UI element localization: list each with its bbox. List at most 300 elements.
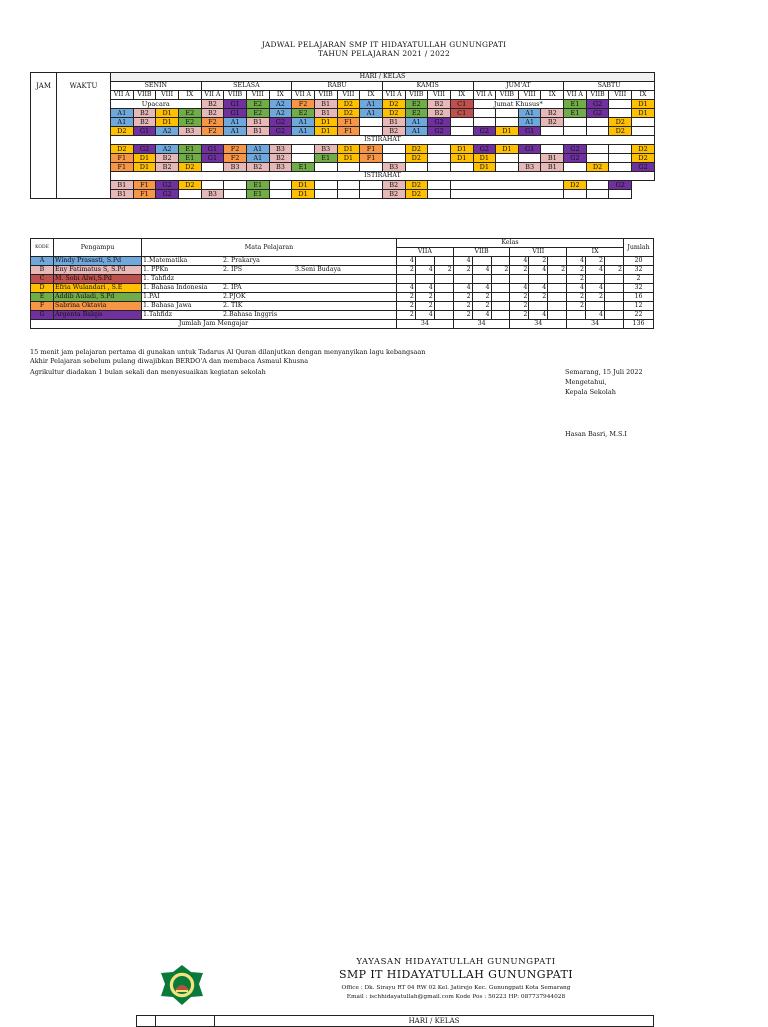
hours-cell — [604, 257, 623, 266]
schedule-cell: G2 — [632, 163, 655, 172]
hours-cell: 2 — [397, 302, 416, 311]
hours-cell — [434, 311, 453, 320]
hours-cell — [604, 302, 623, 311]
schedule-cell: B1 — [314, 109, 337, 118]
legend-kode-header: KODE — [31, 239, 54, 257]
schedule-cell: E2 — [178, 118, 201, 127]
schedule-cell: A1 — [518, 109, 541, 118]
schedule-cell — [201, 163, 224, 172]
schedule-cell: Upacara — [111, 100, 202, 109]
schedule-cell: E2 — [405, 109, 428, 118]
subject-2: 2. IPA — [223, 284, 242, 291]
hours-cell — [491, 293, 510, 302]
schedule-cell — [609, 109, 632, 118]
schedule-cell: C1 — [450, 109, 473, 118]
hours-cell: 2 — [586, 293, 605, 302]
schedule-cell: G2 — [609, 181, 632, 190]
hours-cell: 4 — [472, 266, 491, 275]
schedule-cell: A2 — [269, 109, 292, 118]
subject-2: 2. IPS — [223, 266, 243, 273]
schedule-cell — [405, 163, 428, 172]
teacher-code: A — [31, 257, 54, 266]
hours-cell: 4 — [415, 284, 434, 293]
schedule-cell — [450, 181, 563, 190]
schedule-cell: D1 — [314, 127, 337, 136]
schedule-cell: D1 — [450, 154, 473, 163]
schedule-cell — [609, 154, 632, 163]
legend-kelas-col: IX — [567, 248, 624, 257]
schedule-cell: G2 — [133, 145, 156, 154]
schedule-cell: D1 — [292, 181, 315, 190]
teacher-name: Sabrina Oktavia — [54, 302, 142, 311]
hours-cell: 4 — [529, 284, 548, 293]
schedule-cell — [496, 163, 519, 172]
schedule-cell: G1 — [518, 145, 541, 154]
schedule-cell — [564, 190, 587, 199]
schedule-cell: B2 — [382, 190, 405, 199]
schedule-cell: G1 — [518, 127, 541, 136]
schedule-title: JADWAL PELAJARAN SMP IT HIDAYATULLAH GUNUNGPATI — [261, 40, 507, 49]
schedule-cell: D1 — [496, 145, 519, 154]
teacher-total: 32 — [624, 284, 654, 293]
schedule-cell: A1 — [111, 118, 134, 127]
class-header: IX — [450, 91, 473, 100]
schedule-cell: B2 — [201, 100, 224, 109]
schedule-cell: B3 — [224, 163, 247, 172]
school-logo-icon — [158, 964, 206, 1006]
teacher-name: Argenta Balqis — [54, 311, 142, 320]
schedule-cell — [496, 118, 519, 127]
hours-cell: 2 — [567, 293, 586, 302]
schedule-cell — [314, 181, 337, 190]
schedule-cell: D2 — [337, 109, 360, 118]
schedule-cell — [496, 109, 519, 118]
hours-cell — [491, 284, 510, 293]
hours-cell — [491, 257, 510, 266]
class-header: VII A — [201, 91, 224, 100]
class-header: VIIB — [224, 91, 247, 100]
schedule-cell — [201, 181, 224, 190]
hours-cell — [415, 275, 434, 284]
schedule-cell: G2 — [564, 154, 587, 163]
hours-cell — [491, 311, 510, 320]
hours-cell — [472, 257, 491, 266]
class-header: VIIB — [133, 91, 156, 100]
schedule-cell: E2 — [246, 109, 269, 118]
schedule-cell — [382, 154, 405, 163]
schedule-cell — [541, 145, 564, 154]
subject-2: 2.Bahasa Inggris — [223, 311, 278, 318]
schedule-cell: F1 — [360, 154, 383, 163]
schedule-cell: B2 — [133, 109, 156, 118]
schedule-cell — [337, 190, 360, 199]
schedule-cell: F1 — [360, 145, 383, 154]
schedule-cell — [292, 145, 315, 154]
schedule-cell: G1 — [224, 100, 247, 109]
teacher-code: C — [31, 275, 54, 284]
break-row: ISTIRAHAT — [111, 172, 655, 181]
schedule-cell: Jumat Khusus* — [473, 100, 564, 109]
subject-1: 1. Tahfidz — [143, 275, 175, 282]
hours-cell: 4 — [510, 257, 529, 266]
schedule-cell: E2 — [178, 109, 201, 118]
teacher-total: 12 — [624, 302, 654, 311]
schedule-cell: B1 — [111, 190, 134, 199]
teacher-subjects — [142, 302, 397, 311]
teacher-code: G — [31, 311, 54, 320]
hours-cell — [548, 311, 567, 320]
schedule-cell: D1 — [292, 190, 315, 199]
sign-place-date: Semarang, 15 Juli 2022 — [565, 368, 643, 376]
schedule-cell — [609, 163, 632, 172]
school-address: Office : Dk. Sirayu RT 04 RW 02 Kel. Jatirejo Kec. Gunungpati Kota Semarang — [341, 985, 571, 991]
schedule-cell: E2 — [246, 100, 269, 109]
hours-cell: 4 — [415, 311, 434, 320]
class-header: VIII — [337, 91, 360, 100]
schedule-cell — [178, 190, 201, 199]
schedule-cell — [292, 154, 315, 163]
teacher-name: M. Sobi Alwi,S.Pd — [54, 275, 142, 284]
schedule-cell: A1 — [246, 154, 269, 163]
schedule-cell: B3 — [201, 190, 224, 199]
class-header: VIII — [246, 91, 269, 100]
schedule-cell: F1 — [133, 190, 156, 199]
schedule-cell — [564, 127, 587, 136]
schedule-cell: D2 — [586, 163, 609, 172]
day-header-1: SELASA — [201, 82, 292, 91]
hours-cell: 4 — [453, 284, 472, 293]
schedule-cell: B1 — [246, 118, 269, 127]
hours-cell: 2 — [434, 266, 453, 275]
hari-kelas-header: HARI / KELAS — [111, 73, 655, 82]
schedule-cell — [609, 190, 632, 199]
break-row: ISTIRAHAT — [111, 136, 655, 145]
schedule-cell: B3 — [314, 145, 337, 154]
hours-cell — [510, 275, 529, 284]
schedule-cell: D2 — [405, 190, 428, 199]
schedule-cell: G2 — [156, 181, 179, 190]
teacher-name: Efria Wulandari , S.E — [54, 284, 142, 293]
teacher-subjects — [142, 266, 397, 275]
schedule-cell: D1 — [156, 109, 179, 118]
teacher-total: 20 — [624, 257, 654, 266]
schedule-cell: A1 — [518, 118, 541, 127]
school-name: SMP IT HIDAYATULLAH GUNUNGPATI — [339, 968, 573, 981]
hours-cell — [415, 257, 434, 266]
schedule-cell — [450, 118, 473, 127]
schedule-cell: D2 — [609, 127, 632, 136]
subject-2: 2. TIK — [223, 302, 243, 309]
schedule-cell — [428, 145, 451, 154]
class-header: VIII — [518, 91, 541, 100]
schedule-cell — [586, 190, 609, 199]
schedule-cell — [564, 118, 587, 127]
schedule-cell: G2 — [269, 127, 292, 136]
hours-cell: 2 — [529, 293, 548, 302]
schedule-cell: D2 — [382, 109, 405, 118]
schedule-cell: D2 — [405, 181, 428, 190]
foundation-name: YAYASAN HIDAYATULLAH GUNUNGPATI — [356, 957, 556, 967]
hours-cell: 4 — [415, 266, 434, 275]
note-3: Agrikultur diadakan 1 bulan sekali dan menyesuaikan kegiatan sekolah — [30, 368, 266, 376]
subject-2: 2. Prakarya — [223, 257, 260, 264]
schedule-cell — [450, 163, 473, 172]
teacher-total: 32 — [624, 266, 654, 275]
next-schedule-header — [136, 1015, 654, 1027]
class-header: VII A — [292, 91, 315, 100]
schedule-cell: C1 — [450, 100, 473, 109]
bottom-waktu-cell — [156, 1016, 215, 1027]
class-header: VII A — [473, 91, 496, 100]
schedule-year: TAHUN PELAJARAN 2021 / 2022 — [317, 49, 451, 58]
teacher-total: 22 — [624, 311, 654, 320]
class-header: VIIB — [496, 91, 519, 100]
schedule-cell: E2 — [405, 100, 428, 109]
schedule-cell: A1 — [292, 127, 315, 136]
schedule-cell — [428, 154, 451, 163]
hours-cell — [586, 275, 605, 284]
hours-cell — [604, 293, 623, 302]
schedule-cell: G2 — [269, 118, 292, 127]
schedule-cell: G1 — [133, 127, 156, 136]
hours-cell — [491, 302, 510, 311]
schedule-cell: F1 — [337, 118, 360, 127]
schedule-cell: D1 — [632, 109, 655, 118]
class-header: VIIB — [314, 91, 337, 100]
schedule-cell: B2 — [246, 163, 269, 172]
day-header-4: JUM'AT — [473, 82, 564, 91]
teacher-code: F — [31, 302, 54, 311]
teacher-total: 16 — [624, 293, 654, 302]
teacher-name: Eny Fatimatus S, S.Pd — [54, 266, 142, 275]
hours-cell: 2 — [453, 302, 472, 311]
teacher-code: B — [31, 266, 54, 275]
hours-cell: 2 — [453, 266, 472, 275]
hours-cell — [472, 275, 491, 284]
class-header: IX — [360, 91, 383, 100]
schedule-cell: A1 — [111, 109, 134, 118]
hours-cell: 2 — [510, 311, 529, 320]
hours-cell — [548, 284, 567, 293]
schedule-cell — [428, 181, 451, 190]
teacher-subjects — [142, 257, 397, 266]
hours-cell — [604, 275, 623, 284]
teacher-code: E — [31, 293, 54, 302]
schedule-cell: G2 — [586, 100, 609, 109]
hours-cell: 2 — [548, 266, 567, 275]
schedule-cell — [314, 190, 337, 199]
schedule-cell: E1 — [292, 163, 315, 172]
legend-kelas-header: Kelas — [397, 239, 624, 248]
schedule-cell: A1 — [405, 118, 428, 127]
schedule-cell: A1 — [224, 118, 247, 127]
schedule-cell — [450, 127, 473, 136]
schedule-cell — [632, 127, 655, 136]
schedule-cell — [518, 154, 541, 163]
hours-cell: 2 — [472, 302, 491, 311]
sum-cell: 34 — [567, 320, 624, 329]
schedule-cell — [609, 145, 632, 154]
schedule-cell: F2 — [292, 100, 315, 109]
hours-cell — [434, 284, 453, 293]
schedule-cell — [224, 181, 247, 190]
hours-cell — [548, 275, 567, 284]
hours-cell: 4 — [397, 257, 416, 266]
class-header: IX — [541, 91, 564, 100]
schedule-cell: D1 — [632, 100, 655, 109]
schedule-cell — [473, 118, 496, 127]
schedule-cell — [224, 190, 247, 199]
schedule-cell — [609, 100, 632, 109]
hours-cell: 4 — [586, 266, 605, 275]
schedule-cell: D1 — [496, 127, 519, 136]
hours-cell: 2 — [397, 311, 416, 320]
hours-cell: 4 — [397, 284, 416, 293]
schedule-cell — [360, 190, 383, 199]
legend-mapel-header: Mata Pelajaran — [142, 239, 397, 257]
sum-cell: 34 — [453, 320, 510, 329]
schedule-cell: B2 — [541, 118, 564, 127]
hours-cell — [586, 302, 605, 311]
subject-1: 1. PPKn — [143, 266, 169, 273]
schedule-cell — [473, 109, 496, 118]
schedule-cell — [632, 118, 655, 127]
hours-cell: 4 — [529, 311, 548, 320]
class-header: VIII — [428, 91, 451, 100]
hours-cell — [397, 275, 416, 284]
schedule-cell: D1 — [450, 145, 473, 154]
schedule-cell — [586, 118, 609, 127]
hours-cell: 2 — [567, 302, 586, 311]
class-header: IX — [178, 91, 201, 100]
hours-cell — [604, 311, 623, 320]
schedule-cell: D2 — [609, 118, 632, 127]
schedule-cell: F2 — [224, 145, 247, 154]
schedule-cell: G1 — [201, 154, 224, 163]
schedule-cell: D1 — [473, 163, 496, 172]
schedule-cell — [360, 118, 383, 127]
schedule-cell: B2 — [428, 100, 451, 109]
sign-mengetahui: Mengetahui, — [565, 378, 607, 386]
hours-cell: 2 — [491, 266, 510, 275]
hours-cell — [434, 275, 453, 284]
subject-3: 3.Seni Budaya — [295, 266, 341, 273]
class-header: IX — [632, 91, 655, 100]
schedule-cell: B3 — [269, 145, 292, 154]
schedule-cell — [382, 145, 405, 154]
hours-cell: 2 — [453, 293, 472, 302]
hours-cell: 4 — [453, 257, 472, 266]
schedule-cell: E1 — [246, 181, 269, 190]
hours-cell: 2 — [567, 266, 586, 275]
schedule-cell: E1 — [564, 100, 587, 109]
hours-cell: 4 — [472, 311, 491, 320]
schedule-cell: B2 — [156, 163, 179, 172]
schedule-cell: B3 — [518, 163, 541, 172]
legend-kelas-col: VIIB — [453, 248, 510, 257]
legend-jumlah-header: Jumlah — [624, 239, 654, 257]
schedule-cell: D2 — [337, 100, 360, 109]
class-header: VIIB — [586, 91, 609, 100]
schedule-cell: D1 — [133, 154, 156, 163]
schedule-cell: B3 — [178, 127, 201, 136]
schedule-cell: G2 — [156, 190, 179, 199]
teacher-total: 2 — [624, 275, 654, 284]
schedule-cell: G2 — [428, 118, 451, 127]
sign-name: Hasan Basri, M.S.I — [565, 430, 627, 438]
grand-total: 136 — [624, 320, 654, 329]
hours-cell — [491, 275, 510, 284]
class-header: VII A — [111, 91, 134, 100]
subject-1: 1.Matematika — [143, 257, 188, 264]
schedule-cell: G2 — [428, 127, 451, 136]
class-header: VIII — [609, 91, 632, 100]
school-contact: Email : ischhidayatullah@gmail.com Kode Pos : 50223 HP: 087737944028 — [346, 994, 566, 1000]
schedule-cell: A1 — [360, 100, 383, 109]
hours-cell: 2 — [415, 293, 434, 302]
schedule-cell: E1 — [178, 154, 201, 163]
sum-label: Jumlah Jam Mengajar — [31, 320, 397, 329]
hours-cell: 4 — [567, 257, 586, 266]
legend-kelas-col: VIIA — [397, 248, 454, 257]
teacher-subjects — [142, 284, 397, 293]
note-1: 15 menit jam pelajaran pertama di gunakan untuk Tadarus Al Quran dilanjutkan dengan menyanyikan lagu kebangsaan — [30, 348, 426, 356]
hours-cell — [548, 293, 567, 302]
hours-cell: 2 — [510, 266, 529, 275]
schedule-cell — [541, 127, 564, 136]
schedule-cell: D2 — [564, 181, 587, 190]
schedule-cell — [360, 127, 383, 136]
schedule-cell — [360, 181, 383, 190]
hours-cell — [548, 302, 567, 311]
schedule-cell: A1 — [360, 109, 383, 118]
schedule-cell: B2 — [156, 154, 179, 163]
class-header: IX — [269, 91, 292, 100]
teacher-subjects — [142, 311, 397, 320]
schedule-cell: D2 — [382, 100, 405, 109]
schedule-cell: D1 — [473, 154, 496, 163]
schedule-cell: G2 — [564, 145, 587, 154]
teacher-name: Addib Auladi, S.Pd — [54, 293, 142, 302]
schedule-cell: A2 — [156, 145, 179, 154]
hours-cell: 2 — [510, 302, 529, 311]
note-2: Akhir Pelajaran sebelum pulang diwajibkan BERDO'A dan membaca Asmaul Khusna — [30, 357, 309, 365]
subject-2: 2.PJOK — [223, 293, 246, 300]
schedule-cell — [269, 190, 292, 199]
hours-cell: 2 — [397, 266, 416, 275]
schedule-cell: D2 — [178, 163, 201, 172]
subject-1: 1. Bahasa Indonesia — [143, 284, 208, 291]
hours-cell: 4 — [586, 311, 605, 320]
hours-cell — [548, 257, 567, 266]
schedule-cell: D2 — [405, 154, 428, 163]
teacher-code: D — [31, 284, 54, 293]
schedule-cell — [496, 154, 519, 163]
schedule-cell: A1 — [224, 127, 247, 136]
hours-cell — [434, 293, 453, 302]
hours-cell — [434, 257, 453, 266]
hours-cell — [604, 284, 623, 293]
schedule-cell: B1 — [541, 154, 564, 163]
schedule-cell: D2 — [632, 154, 655, 163]
schedule-cell: D1 — [156, 118, 179, 127]
schedule-cell: D2 — [632, 145, 655, 154]
schedule-cell: E1 — [314, 154, 337, 163]
schedule-cell: D1 — [133, 163, 156, 172]
jam-header: JAM — [31, 73, 57, 199]
day-header-5: SABTU — [564, 82, 655, 91]
class-header: VII A — [382, 91, 405, 100]
